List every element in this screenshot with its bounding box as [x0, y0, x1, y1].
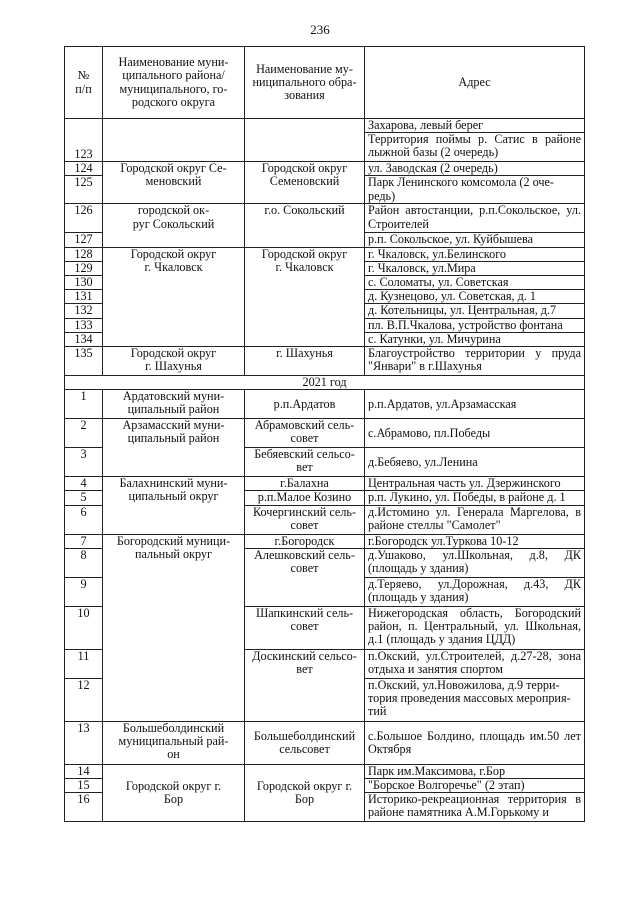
- row-address: г. Чкаловск, ул.Белинского: [365, 247, 585, 261]
- row-district: [103, 119, 245, 162]
- row-num: 126: [65, 204, 103, 233]
- row-municipality: Городской округ Семеновский: [245, 162, 365, 204]
- row-address: р.п. Сокольское, ул. Куйбышева: [365, 233, 585, 247]
- page-number: 236: [310, 22, 330, 37]
- table-row: [65, 162, 585, 176]
- table-row: [65, 419, 585, 448]
- row-municipality: р.п.Ардатов: [245, 390, 365, 419]
- row-address: Парк Ленинского комсомола (2 оче- редь): [365, 176, 585, 204]
- row-address: пл. В.П.Чкалова, устройство фонтана: [365, 318, 585, 332]
- row-district: Арзамасский муни- ципальный район: [103, 419, 245, 477]
- row-address: д. Кузнецово, ул. Советская, д. 1: [365, 290, 585, 304]
- row-address: с.Большое Болдино, площадь им.50 лет Октября: [365, 721, 585, 764]
- row-address: п.Окский, ул.Новожилова, д.9 терри- тория проведения массовых мероприя- тий: [365, 678, 585, 721]
- row-district: Балахнинский муни- ципальный округ: [103, 477, 245, 534]
- row-address: Территория поймы р. Сатис в районе лыжной базы (2 очередь): [365, 133, 585, 162]
- table-row: [65, 390, 585, 419]
- row-num: 11: [65, 649, 103, 678]
- row-num: 8: [65, 548, 103, 577]
- header-municipality: Наименование му- ниципального обра- зования: [245, 47, 365, 119]
- row-num: 7: [65, 534, 103, 548]
- row-address: д.Ушаково, ул.Школьная, д.8, ДК (площадь у здания): [365, 548, 585, 577]
- row-municipality: г.Балахна: [245, 477, 365, 491]
- row-num: 131: [65, 290, 103, 304]
- row-district: Городской округ Се- меновский: [103, 162, 245, 204]
- table-row: [65, 119, 585, 133]
- row-num: 12: [65, 678, 103, 721]
- row-num: 123: [65, 119, 103, 162]
- row-num: 15: [65, 779, 103, 793]
- row-address: д.Истомино ул. Генерала Маргелова, в районе стеллы "Самолет": [365, 505, 585, 534]
- row-address: Историко-рекреационная территория в районе памятника А.М.Горькому и: [365, 793, 585, 822]
- row-num: 124: [65, 162, 103, 176]
- row-num: 128: [65, 247, 103, 261]
- row-address: р.п. Лукино, ул. Победы, в районе д. 1: [365, 491, 585, 505]
- row-district: Городской округ г. Бор: [103, 764, 245, 821]
- row-address: Нижегородская область, Богородский район, п. Центральный, ул. Школьная, д.1 (площадь у здания ЦДД): [365, 606, 585, 649]
- table-row: [65, 721, 585, 764]
- row-num: 1: [65, 390, 103, 419]
- year-heading: 2021 год: [65, 376, 585, 390]
- row-municipality: Городской округ г. Чкаловск: [245, 247, 365, 346]
- row-num: 9: [65, 577, 103, 606]
- row-address: с. Катунки, ул. Мичурина: [365, 332, 585, 346]
- row-municipality: Доскинский сельсо- вет: [245, 649, 365, 721]
- row-address: Благоустройство территории у пруда "Январи" в г.Шахунья: [365, 347, 585, 376]
- row-district: городской ок- руг Сокольский: [103, 204, 245, 247]
- row-municipality: г.о. Сокольский: [245, 204, 365, 247]
- row-num: 133: [65, 318, 103, 332]
- row-municipality: Алешковский сель- совет: [245, 548, 365, 606]
- row-num: 135: [65, 347, 103, 376]
- row-address: п.Окский, ул.Строителей, д.27-28, зона отдыха и занятия спортом: [365, 649, 585, 678]
- row-municipality: г. Шахунья: [245, 347, 365, 376]
- row-municipality: р.п.Малое Козино: [245, 491, 365, 505]
- row-address: Центральная часть ул. Дзержинского: [365, 477, 585, 491]
- row-municipality: Городской округ г. Бор: [245, 764, 365, 821]
- row-municipality: Шапкинский сель- совет: [245, 606, 365, 649]
- row-address: Захарова, левый берег: [365, 119, 585, 133]
- row-num: 130: [65, 276, 103, 290]
- table-row: [65, 204, 585, 233]
- row-district: Ардатовский муни- ципальный район: [103, 390, 245, 419]
- table-header-row: [65, 47, 585, 119]
- year-row: [65, 376, 585, 390]
- table-row: [65, 764, 585, 778]
- row-num: 5: [65, 491, 103, 505]
- table-row: [65, 534, 585, 548]
- row-address: д. Котельницы, ул. Центральная, д.7: [365, 304, 585, 318]
- row-num: 2: [65, 419, 103, 448]
- row-address: "Борское Волгоречье" (2 этап): [365, 779, 585, 793]
- row-num: 127: [65, 233, 103, 247]
- row-district: Городской округ г. Шахунья: [103, 347, 245, 376]
- table-row: [65, 347, 585, 376]
- row-num: 3: [65, 448, 103, 477]
- row-num: 134: [65, 332, 103, 346]
- row-num: 6: [65, 505, 103, 534]
- row-num: 13: [65, 721, 103, 764]
- row-address: д.Бебяево, ул.Ленина: [365, 448, 585, 477]
- row-num: 125: [65, 176, 103, 204]
- row-address: ул. Заводская (2 очередь): [365, 162, 585, 176]
- row-address: д.Теряево, ул.Дорожная, д.43, ДК (площадь у здания): [365, 577, 585, 606]
- row-address: р.п.Ардатов, ул.Арзамасская: [365, 390, 585, 419]
- header-address: Адрес: [365, 47, 585, 119]
- row-municipality: [245, 119, 365, 162]
- row-num: 132: [65, 304, 103, 318]
- header-district: Наименование муни- ципального района/ муниципального, го- родского округа: [103, 47, 245, 119]
- table-row: [65, 247, 585, 261]
- row-address: г. Чкаловск, ул.Мира: [365, 261, 585, 275]
- row-address: Район автостанции, р.п.Сокольское, ул. Строителей: [365, 204, 585, 233]
- header-num: № п/п: [65, 47, 103, 119]
- row-num: 4: [65, 477, 103, 491]
- table-row: [65, 477, 585, 491]
- row-num: 14: [65, 764, 103, 778]
- row-address: с. Соломаты, ул. Советская: [365, 276, 585, 290]
- row-district: Большеболдинский муниципальный рай- он: [103, 721, 245, 764]
- row-address: с.Абрамово, пл.Победы: [365, 419, 585, 448]
- row-municipality: Бебяевский сельсо- вет: [245, 448, 365, 477]
- facilities-table: [64, 46, 585, 822]
- row-district: Городской округ г. Чкаловск: [103, 247, 245, 346]
- row-address: Парк им.Максимова, г.Бор: [365, 764, 585, 778]
- row-municipality: Большеболдинский сельсовет: [245, 721, 365, 764]
- row-municipality: Абрамовский сель- совет: [245, 419, 365, 448]
- row-district: Богородский муници- пальный округ: [103, 534, 245, 721]
- row-num: 16: [65, 793, 103, 822]
- row-address: г.Богородск ул.Туркова 10-12: [365, 534, 585, 548]
- row-municipality: Кочергинский сель- совет: [245, 505, 365, 534]
- row-num: 10: [65, 606, 103, 649]
- row-num: 129: [65, 261, 103, 275]
- row-municipality: г.Богородск: [245, 534, 365, 548]
